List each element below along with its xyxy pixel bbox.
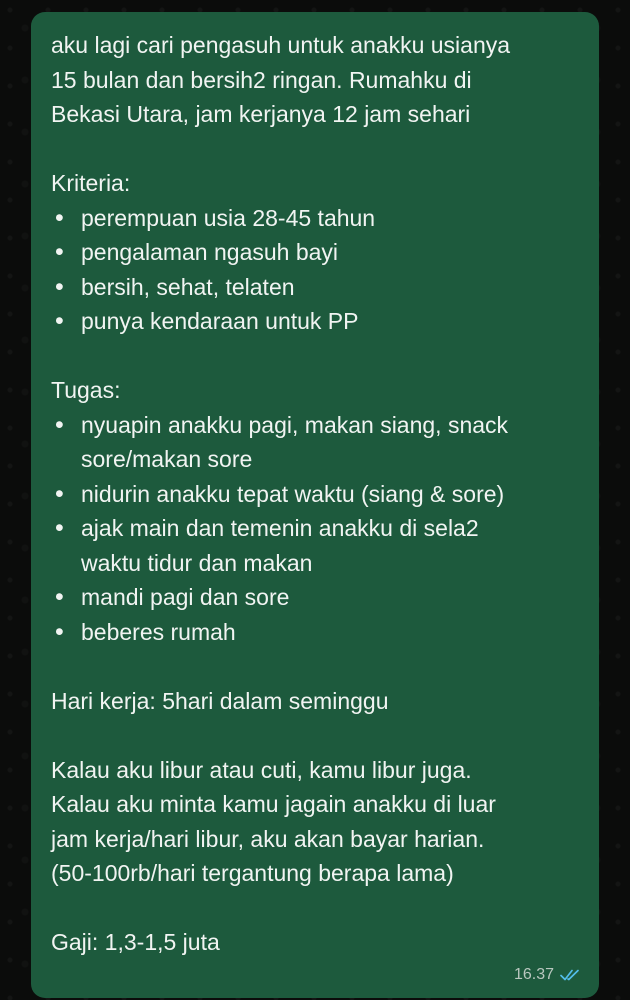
message-meta [514, 966, 580, 984]
blank-line [51, 339, 579, 374]
message-time: 16.37 [513, 966, 554, 983]
criteria-heading: Kriteria: [51, 170, 131, 196]
criteria-list [51, 201, 579, 339]
closing-line: Kalau aku libur atau cuti, kamu libur juga. [51, 756, 472, 783]
tasks-list [51, 408, 579, 650]
task-line: • ajak main dan temenin anakku di sela2 [81, 515, 479, 541]
task-line: • nyuapin anakku pagi, makan siang, snack [81, 411, 509, 438]
salary-text: Gaji: 1,3-1,5 juta [51, 929, 220, 955]
task-item [51, 408, 579, 477]
task-line: waktu tidur dan makan [81, 549, 313, 576]
criteria-item: • bersih, sehat, telaten [51, 270, 579, 305]
criteria-item: • pengalaman ngasuh bayi [51, 235, 579, 270]
closing-line: (50-100rb/hari tergantung berapa lama) [51, 860, 454, 886]
task-item: • nidurin anakku tepat waktu (siang & sore) [51, 477, 579, 512]
workdays-text: Hari kerja: 5hari dalam seminggu [51, 687, 389, 714]
double-check-icon [560, 968, 580, 982]
tasks-heading: Tugas: [51, 377, 121, 403]
task-item: • beberes rumah [51, 615, 579, 650]
task-item: • mandi pagi dan sore [51, 580, 579, 615]
message-bubble[interactable] [31, 12, 599, 998]
blank-line [51, 132, 579, 167]
blank-line [51, 649, 579, 684]
closing-line: Kalau aku minta kamu jagain anakku di luar [51, 791, 496, 817]
task-line: sore/makan sore [81, 446, 253, 472]
task-item [51, 511, 579, 580]
blank-line [51, 891, 579, 926]
criteria-item: • perempuan usia 28-45 tahun [51, 201, 579, 236]
closing-line: jam kerja/hari libur, aku akan bayar harian. [51, 825, 485, 852]
message-line: 15 bulan dan bersih2 ringan. Rumahku di [51, 66, 472, 93]
criteria-item: • punya kendaraan untuk PP [51, 304, 579, 339]
blank-line [51, 718, 579, 753]
message-line: Bekasi Utara, jam kerjanya 12 jam sehari [51, 101, 471, 127]
message-line: aku lagi cari pengasuh untuk anakku usianya [51, 32, 511, 58]
